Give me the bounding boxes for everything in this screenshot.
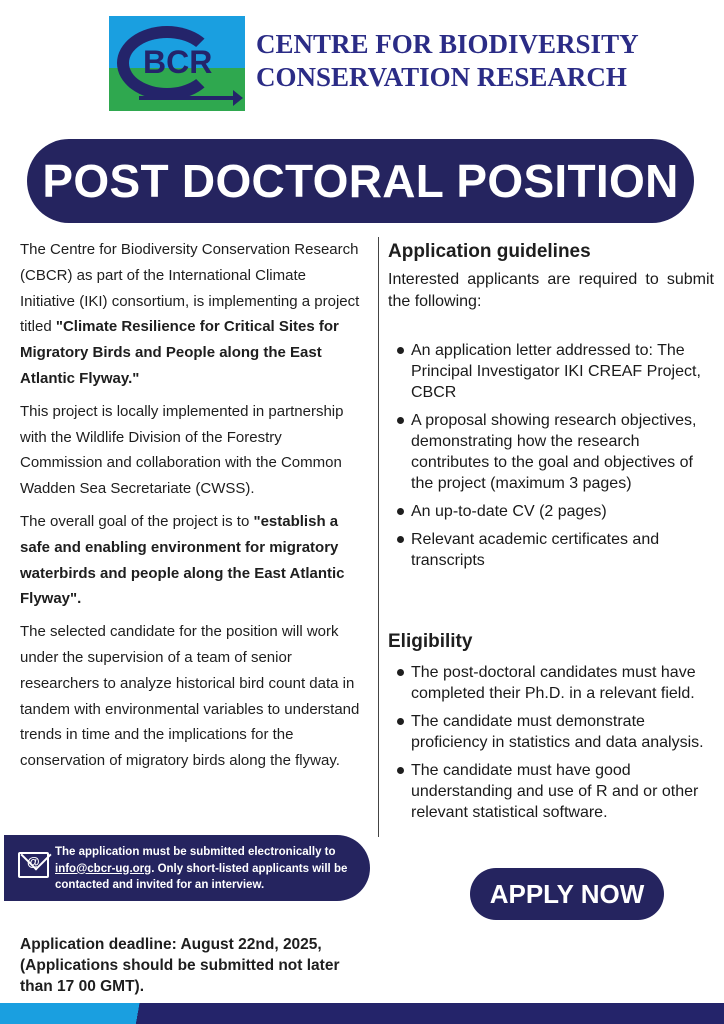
- at-icon: @: [27, 854, 40, 869]
- application-deadline: [20, 934, 370, 997]
- org-name-line2: CONSERVATION RESEARCH: [256, 62, 627, 92]
- partnership-paragraph: This project is locally implemented in partnership with the Wildlife Division of the Forestry Commission and collaboration with the Common Wadden Sea Secretariate (CWSS).: [20, 402, 344, 498]
- submission-text: [55, 844, 365, 894]
- intro-text: The Centre for Biodiversity Conservation Research (CBCR) as part of the International Climate Initiative (IKI) consortium, is implementing a project titled: [20, 241, 360, 336]
- goal-intro: The overall goal of the project is to: [20, 512, 254, 530]
- title-banner: [27, 139, 694, 223]
- list-item: A proposal showing research objectives, demonstrating how the research contributes to the goal and objectives of the project (maximum 3 pages): [391, 410, 711, 494]
- submission-text-before: The application must be submitted electronically to: [55, 846, 336, 858]
- guidelines-intro: Interested applicants are required to submit the following:: [388, 271, 714, 310]
- logo-arrow-icon: [233, 90, 243, 106]
- logo-arrow-line: [139, 96, 235, 100]
- intro-paragraph: [20, 237, 365, 392]
- list-item: The candidate must have good understanding and use of R and or other relevant statistical software.: [391, 760, 711, 823]
- org-name-line1: CENTRE FOR BIODIVERSITY: [256, 29, 639, 59]
- goal-statement: "establish a safe and enabling environment for migratory waterbirds and people along the East Atlantic Flyway".: [20, 512, 345, 608]
- column-divider: [378, 237, 379, 837]
- project-description: [20, 237, 365, 781]
- list-item: An application letter addressed to: The Principal Investigator IKI CREAF Project, CBCR: [391, 340, 711, 403]
- page-title: POST DOCTORAL POSITION: [42, 155, 679, 207]
- list-item: Relevant academic certificates and transcripts: [391, 529, 711, 571]
- goal-paragraph: [20, 509, 365, 612]
- list-item: An up-to-date CV (2 pages): [391, 501, 711, 522]
- eligibility-list: [391, 662, 711, 830]
- project-title: "Climate Resilience for Critical Sites for Migratory Birds and People along the East Atlantic Flyway.": [20, 318, 339, 387]
- cbcr-logo: [109, 16, 245, 111]
- list-item: The post-doctoral candidates must have completed their Ph.D. in a relevant field.: [391, 662, 711, 704]
- organization-name: [256, 28, 639, 94]
- eligibility-heading: Eligibility: [388, 631, 473, 652]
- footer-stripe: [0, 1003, 724, 1024]
- guidelines-list: [391, 340, 711, 578]
- apply-now-button[interactable]: APPLY NOW: [470, 868, 664, 920]
- role-paragraph: The selected candidate for the position will work under the supervision of a team of senior researchers to analyze historical bird count data in tandem with environmental variables to understand trends in time and the implications for the conservation of migratory birds along the flyway.: [20, 623, 360, 770]
- submission-text-after: . Only short-listed applicants will be contacted and invited for an interview.: [55, 862, 348, 891]
- application-guidelines: [388, 241, 714, 313]
- eligibility-section: [388, 631, 714, 659]
- deadline-line2: (Applications should be submitted not later than 17 00 GMT).: [20, 957, 340, 995]
- guidelines-heading: Application guidelines: [388, 241, 591, 262]
- email-link[interactable]: info@cbcr-ug.org: [55, 862, 152, 875]
- list-item: The candidate must demonstrate proficiency in statistics and data analysis.: [391, 711, 711, 753]
- logo-text: BCR: [143, 44, 213, 80]
- deadline-line1: Application deadline: August 22nd, 2025,: [20, 936, 322, 953]
- submission-banner: [4, 835, 370, 901]
